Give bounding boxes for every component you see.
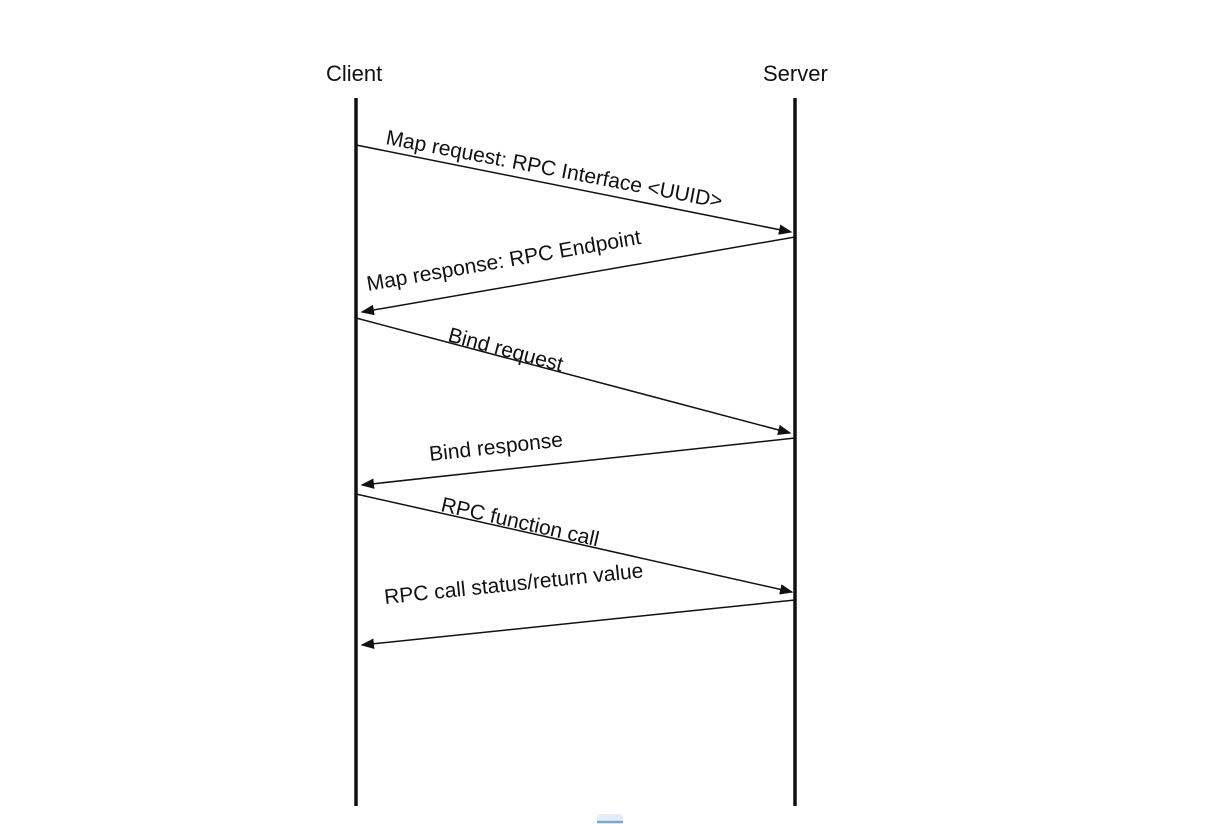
message-rpc-call-status [362,559,795,645]
message-arrow [356,145,791,232]
message-label: Bind request [445,323,566,377]
message-map-response [362,226,795,312]
bottom-clipped-blue-fragment [597,814,623,823]
actor-label-client: Client [326,61,383,86]
message-arrow [362,600,795,645]
message-bind-response [362,428,795,485]
message-label: Map response: RPC Endpoint [364,225,643,296]
message-label: RPC call status/return value [383,559,645,609]
message-label: Map request: RPC Interface <UUID> [384,126,725,213]
message-bind-request [356,318,790,433]
message-label: Bind response [428,428,565,466]
message-map-request [356,126,791,232]
message-arrow [356,318,790,433]
message-arrow [362,438,795,485]
message-label: RPC function call [438,493,602,552]
actor-label-server: Server [763,61,828,86]
